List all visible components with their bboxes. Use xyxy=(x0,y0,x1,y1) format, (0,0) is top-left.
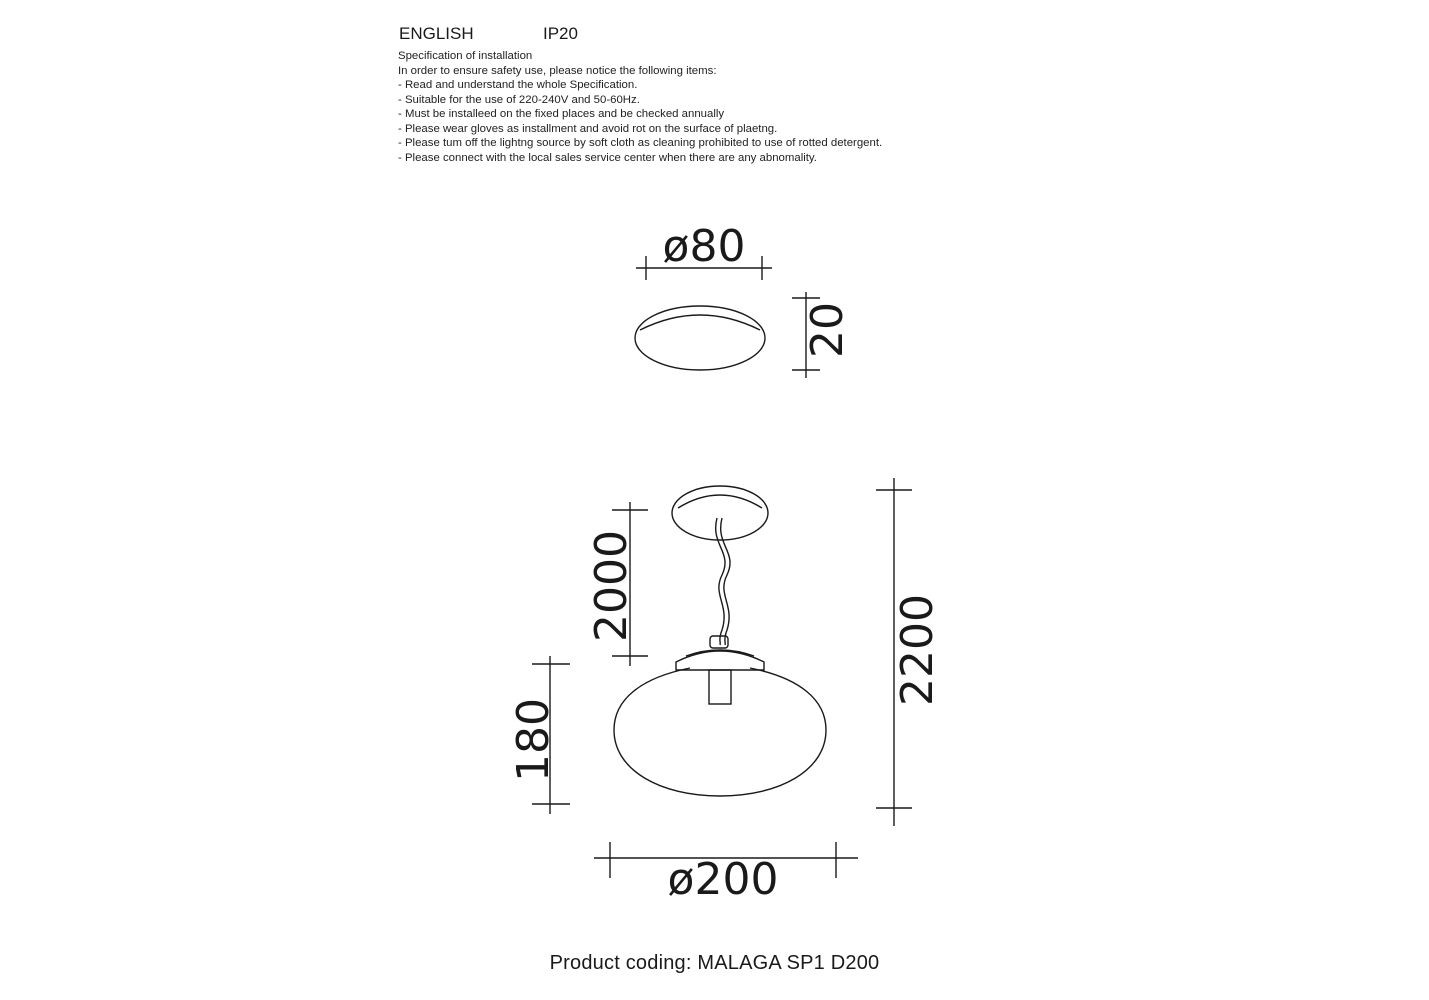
spec-item: - Read and understand the whole Specification. xyxy=(398,79,638,91)
product-coding: Product coding: MALAGA SP1 D200 xyxy=(549,952,880,974)
spec-item: - Please connect with the local sales service center when there are any abnomality. xyxy=(398,151,817,164)
total-height-label: 2200 xyxy=(892,594,943,706)
spec-item: - Suitable for the use of 220-240V and 50-60Hz. xyxy=(398,93,640,106)
ip-rating: IP20 xyxy=(543,24,578,43)
spec-item: - Please wear gloves as installment and avoid rot on the surface of plaetng. xyxy=(398,122,778,135)
cable-length-label: 2000 xyxy=(586,530,637,642)
canopy-top-view xyxy=(635,306,765,370)
spec-title: Specification of installation xyxy=(398,50,533,62)
spec-intro: In order to ensure safety use, please notice the following items: xyxy=(398,64,717,77)
language-label: ENGLISH xyxy=(399,24,474,43)
canopy-height-label: 20 xyxy=(802,302,853,358)
canopy-diameter-label: ø80 xyxy=(662,221,746,272)
shade-diameter-label: ø200 xyxy=(667,854,779,905)
shade-height-label: 180 xyxy=(508,698,559,782)
spec-item: - Please tum off the lightng source by soft cloth as cleaning prohibited to use of rotted detergent. xyxy=(398,137,883,149)
spec-item: - Must be installeed on the fixed places and be checked annually xyxy=(398,108,725,120)
pendant-side-view xyxy=(614,486,826,796)
